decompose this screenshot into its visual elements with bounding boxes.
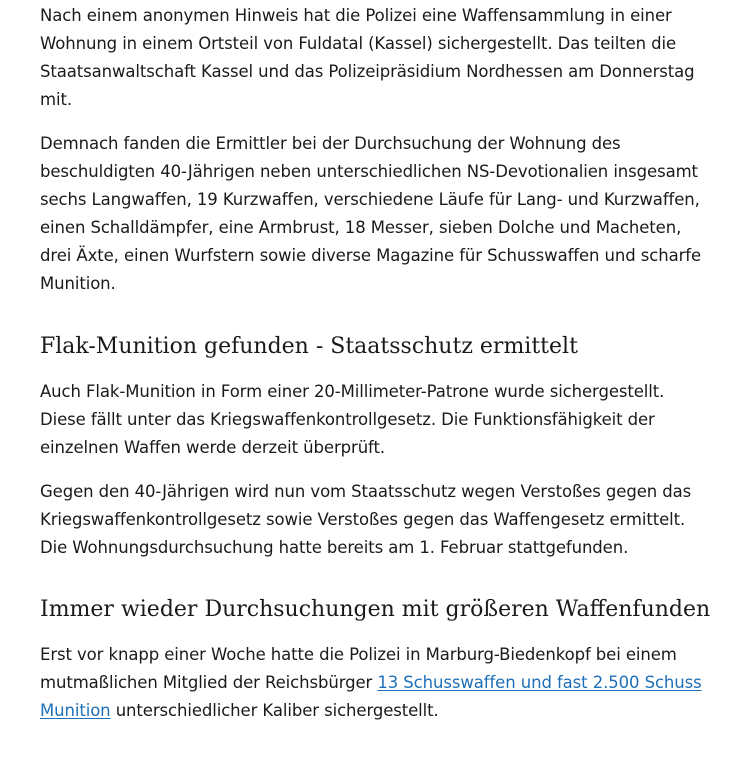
- paragraph-investigation: Gegen den 40-Jährigen wird nun vom Staatsschutz wegen Verstoßes gegen das Kriegswaffenkontrollgesetz sowie Verstoßes gegen das Waffengesetz ermittelt. Die Wohnungsdurchsuchung hatte bereits am 1. Februar stattgefunden.: [40, 482, 692, 557]
- paragraph-marburg-text-before: Erst vor knapp einer Woche hatte die Polizei in Marburg-Biedenkopf bei einem mutmaßlichen Mitglied der Reichsbürger: [40, 645, 677, 692]
- reichsbuerger-weapons-link[interactable]: 13 Schusswaffen und fast 2.500 Schuss Munition: [40, 673, 702, 720]
- paragraph-marburg: [40, 641, 712, 725]
- paragraph-flak: Auch Flak-Munition in Form einer 20-Millimeter-Patrone wurde sichergestellt. Diese fällt unter das Kriegswaffenkontrollgesetz. Die Funktionsfähigkeit der einzelnen Waffen werde derzeit überprüft.: [40, 382, 665, 457]
- subheading-flak-munition: Flak-Munition gefunden - Staatsschutz ermittelt: [40, 334, 578, 359]
- paragraph-findings: Demnach fanden die Ermittler bei der Durchsuchung der Wohnung des beschuldigten 40-Jährigen neben unterschiedlichen NS-Devotionalien insgesamt sechs Langwaffen, 19 Kurzwaffen, verschiedene Läufe für Lang- und Kurzwaffen, einen Schalldämpfer, eine Armbrust, 18 Messer, sieben Dolche und Macheten, drei Äxte, einen Wurfstern sowie diverse Magazine für Schusswaffen und scharfe Munition.: [40, 134, 702, 293]
- article-body: [40, 2, 712, 725]
- paragraph-intro: Nach einem anonymen Hinweis hat die Polizei eine Waffensammlung in einer Wohnung in einem Ortsteil von Fuldatal (Kassel) sichergestellt. Das teilten die Staatsanwaltschaft Kassel und das Polizeipräsidium Nordhessen am Donnerstag mit.: [40, 6, 695, 109]
- subheading-searches: Immer wieder Durchsuchungen mit größeren Waffenfunden: [40, 597, 711, 622]
- paragraph-marburg-text-after: unterschiedlicher Kaliber sichergestellt.: [110, 701, 439, 720]
